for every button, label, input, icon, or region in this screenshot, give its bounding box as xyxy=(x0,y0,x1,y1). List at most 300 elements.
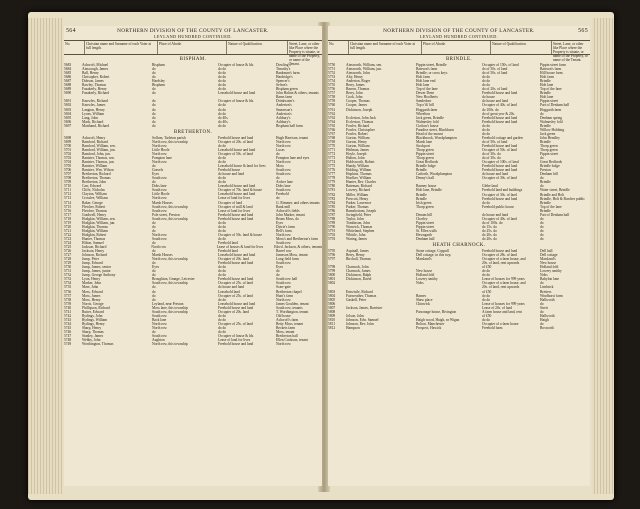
qualification: of £50 xyxy=(482,265,492,270)
voter-name: Ramsbottom, Joseph xyxy=(346,208,376,213)
place-of-abode: Back lane xyxy=(152,317,167,322)
place-of-abode: do xyxy=(152,115,156,120)
voter-name: Gaskell, Peter xyxy=(346,297,367,302)
property-location: do xyxy=(276,269,280,274)
voter-number: 5785 xyxy=(328,204,336,209)
qualification: do do xyxy=(218,103,227,108)
place-of-abode: Brindle xyxy=(416,192,427,197)
place-of-abode: North row, this township xyxy=(152,257,188,262)
property-location: Hill house farm xyxy=(540,71,563,76)
voter-list xyxy=(328,249,590,330)
property-location: John Halton & others, tenants xyxy=(276,91,319,96)
voter-number: 5769 xyxy=(328,139,336,144)
voter-number: 5733 xyxy=(64,277,72,282)
property-location: Brindle and Holt xyxy=(540,192,565,197)
voter-name: Dobson, James xyxy=(82,79,104,84)
place-of-abode: do xyxy=(152,261,156,266)
voter-number: 5774 xyxy=(328,160,336,165)
qualification: Occupier of 20s. of land xyxy=(218,139,253,144)
voter-number: 5739 xyxy=(64,301,72,306)
place-of-abode: Hewngarth xyxy=(416,232,432,237)
voter-name: Hoolker, William xyxy=(346,176,371,181)
place-of-abode: do xyxy=(152,71,156,76)
place-of-abode: Eyes xyxy=(152,265,159,270)
place-of-abode: Paradise street, Blackburn xyxy=(416,127,454,132)
place-of-abode: Marsh lane xyxy=(416,139,433,144)
qualification: do 20s. do xyxy=(482,237,497,242)
qualification: do of 30s. do xyxy=(482,156,501,161)
property-location: Top of the lane xyxy=(540,204,562,209)
place-of-abode: Marsh Houses xyxy=(152,253,173,258)
property-location: Hoggarth farm xyxy=(540,107,562,112)
property-location: Brindle xyxy=(540,200,551,205)
voter-name: Fowler, Robert xyxy=(346,131,368,136)
qualification: do house xyxy=(482,95,495,100)
voter-name: Clayton, William xyxy=(82,192,107,197)
qualification: Occupier of 25s. of land xyxy=(218,293,253,298)
right-page-header xyxy=(328,26,590,40)
voter-name: Bretherton, Thomas xyxy=(82,176,111,181)
property-location: do xyxy=(540,309,544,314)
place-of-abode: do xyxy=(152,269,156,274)
property-location: Brindle xyxy=(540,91,551,96)
qualification: Leasehold house and land xyxy=(218,192,256,197)
qualification: do house and land xyxy=(482,172,509,177)
voter-list xyxy=(64,63,322,128)
qualification: Leasehold house and land xyxy=(218,253,256,258)
voter-number: 5713 xyxy=(64,196,72,201)
property-location: Bateson's farm xyxy=(540,67,562,72)
property-location: John Hendley xyxy=(540,135,560,140)
place-of-abode: New house xyxy=(416,269,433,274)
voter-name: Lyons, William xyxy=(82,111,105,116)
qualification: Lease of houses for 999 years xyxy=(482,277,525,282)
property-location: Great Bedfords xyxy=(540,160,563,165)
voter-name: Gorton, William xyxy=(346,135,370,140)
place-of-abode: Pippin street xyxy=(416,152,435,157)
place-of-abode: South row xyxy=(152,188,167,193)
place-of-abode: Broughton, Grange, Leicester xyxy=(152,277,195,282)
property-location: Timothy's xyxy=(276,67,291,72)
voter-name: Banister, William xyxy=(82,164,108,169)
property-location: do xyxy=(540,281,544,286)
voter-number: 5810 xyxy=(328,317,336,322)
qualification: do do xyxy=(218,269,227,274)
voter-name: Banister, Wm. Wilson xyxy=(82,168,114,173)
qualification: do do xyxy=(218,79,227,84)
property-location: Hallworth xyxy=(540,313,555,318)
qualification: Occupier of 25s. of land xyxy=(218,281,253,286)
property-location: South row xyxy=(276,281,291,286)
voter-number: 5773 xyxy=(328,156,336,161)
place-of-abode: Little Hoole xyxy=(152,147,170,152)
place-of-abode: Thorp green xyxy=(416,147,434,152)
property-location: Scarr-gate xyxy=(276,285,291,290)
place-of-abode: Chinwick xyxy=(416,301,430,306)
voter-name: Lyon, Henry xyxy=(82,277,101,282)
property-location: Archer lane xyxy=(276,180,293,185)
voter-name: Ainsworth, William, jun. xyxy=(346,67,382,72)
voter-number: 5746 xyxy=(64,330,72,334)
property-location: Holland fold xyxy=(540,265,559,270)
property-location: Moss xyxy=(276,164,284,169)
place-of-abode: Bispham xyxy=(152,63,165,67)
voter-number: 5760 xyxy=(328,103,336,108)
qualification: do house and land xyxy=(482,99,509,104)
property-location: Bosworth xyxy=(540,325,554,330)
property-location: South row xyxy=(276,172,291,177)
qualification: Freehold house and land xyxy=(482,91,518,96)
voter-name: Fowler, Christopher xyxy=(346,127,375,132)
voter-number: 5707 xyxy=(64,172,72,177)
qualification: do do xyxy=(218,297,227,302)
right-page xyxy=(328,26,590,486)
place-of-abode: Head of the mount xyxy=(416,131,443,136)
place-of-abode: North row xyxy=(152,151,167,156)
voter-name: Miller, William xyxy=(346,192,369,197)
voter-name: Hoyle, Joseph xyxy=(346,152,367,157)
place-of-abode: Pippin street xyxy=(416,220,435,225)
place-of-abode: Thorp green xyxy=(416,204,434,209)
place-of-abode: do xyxy=(152,289,156,294)
voter-number: 5743 xyxy=(64,317,72,322)
qualification: Leasehold house & land for lives xyxy=(218,164,266,169)
voter-name: Hundy, William xyxy=(346,164,369,169)
voter-name: Alty, Henry xyxy=(346,75,363,80)
place-of-abode: Brindle lodge xyxy=(416,164,436,169)
voter-name: Ball, Henry xyxy=(82,71,99,76)
place-of-abode: St. Ellen walls xyxy=(416,228,437,233)
place-of-abode: do xyxy=(152,273,156,278)
property-location: Pompton lane and eyes xyxy=(276,155,310,160)
property-location: do xyxy=(540,220,544,225)
property-location: Moss, tenant xyxy=(276,330,295,334)
voter-name: Eccleston, Thomas xyxy=(346,119,374,124)
place-of-abode: do xyxy=(152,67,156,72)
voter-number: 5692 xyxy=(64,103,72,108)
qualification: Lease of houses & land for lives xyxy=(216,245,264,250)
property-location: Holt farm xyxy=(540,75,555,80)
property-location: Walmesley fold xyxy=(540,119,563,124)
qualification: do do xyxy=(218,273,227,278)
property-location: do xyxy=(540,301,544,306)
qualification: do do xyxy=(218,83,227,88)
place-of-abode: Catforth, Woodplumpton xyxy=(416,172,452,177)
place-of-abode: Banney house xyxy=(416,184,437,189)
col-header-place: Street, Lane, or other like Place where the Property is situate, or name of the Property, or name of the Tenant. xyxy=(553,42,588,62)
voter-name: Fowler, Richard xyxy=(346,123,370,128)
voter-number: 5754 xyxy=(328,79,336,84)
voter-number: 5784 xyxy=(328,200,336,205)
place-of-abode: do xyxy=(152,240,156,245)
qualification: do do xyxy=(218,228,227,233)
voter-name: Jump, Edward xyxy=(82,261,103,266)
voter-name: Anderton, Roger xyxy=(346,79,371,84)
place-of-abode: do xyxy=(152,119,156,124)
qualification: Occupier of 50s. land & house xyxy=(218,232,262,237)
place-of-abode: Hardsley xyxy=(152,79,165,84)
property-location: Old house xyxy=(276,313,291,318)
voter-number: 5727 xyxy=(64,253,72,258)
place-of-abode: Top of the lane xyxy=(416,87,438,92)
place-of-abode: do xyxy=(152,180,156,185)
voter-name: Banister, Thomas, jun. xyxy=(82,160,115,165)
place-of-abode: Brindle xyxy=(416,196,427,201)
place-of-abode: Denham hall xyxy=(416,237,435,242)
place-of-abode: Irish green xyxy=(416,200,432,205)
voter-number: 5740 xyxy=(64,305,72,310)
voter-name: Birchall, Thomas xyxy=(346,257,371,262)
voter-number: 5722 xyxy=(64,232,72,237)
place-of-abode: Parsonage house, Rivington xyxy=(416,309,457,314)
voter-number: 5797 xyxy=(328,257,336,262)
voter-number: 5775 xyxy=(328,164,336,169)
voter-name: Prescott, Henry xyxy=(346,196,369,201)
voter-number: 5786 xyxy=(328,208,336,213)
qualification: do do xyxy=(482,317,491,322)
voter-name: Bateman, Richard xyxy=(346,184,372,189)
col-header-name: Christian name and Surname of each Voter at full length. xyxy=(349,41,422,54)
qualification: Occupier of 30s. of land xyxy=(482,176,517,181)
place-of-abode: Pompton lane xyxy=(152,155,172,160)
voter-number: 5702 xyxy=(64,151,72,156)
voter-name: Bamford, Richard xyxy=(82,139,108,144)
voter-number: 5693 xyxy=(64,107,72,112)
place-of-abode: Brindle xyxy=(416,168,427,173)
place-of-abode: do xyxy=(152,103,156,108)
voter-name: Dickinson, Ralph xyxy=(346,273,372,278)
property-location: Thorp green xyxy=(540,147,558,152)
property-location: do xyxy=(540,232,544,237)
voter-number: 5788 xyxy=(328,216,336,221)
property-location: Edwd. Jackson, & others, tenants xyxy=(274,245,322,250)
voter-number: 5767 xyxy=(328,131,336,136)
place-of-abode: South row xyxy=(152,236,167,241)
property-location: Pippin street farm xyxy=(540,63,566,67)
property-location: Lowery smithy xyxy=(540,269,562,274)
voter-number: 5791 xyxy=(328,228,336,233)
voter-name: Taylor, John xyxy=(346,216,364,221)
qualification: Leasehold land xyxy=(218,289,240,294)
voter-number: 5745 xyxy=(64,325,72,330)
place-of-abode: Pole street, Preston xyxy=(152,212,180,217)
property-location: Nobs xyxy=(540,273,548,278)
voter-number: 5696 xyxy=(64,119,72,124)
qualification: Occupier of mill & land xyxy=(218,204,253,209)
col-header-place: Street, Lane, or other like Place where the Property is situate, or name of the Property, or name of the Tenant. xyxy=(289,42,320,66)
property-location: North row xyxy=(276,232,291,237)
voter-number: 5711 xyxy=(64,188,72,193)
col-header-qualification: Nature of Qualification. xyxy=(491,41,552,54)
place-of-abode: do xyxy=(152,75,156,80)
property-location: Long field farm xyxy=(276,257,299,262)
voter-number: 5689 xyxy=(64,87,72,92)
voter-name: Berry, John xyxy=(346,91,363,96)
voter-name: Rawley, Thomas xyxy=(82,83,107,88)
place-of-abode: Sandedoor xyxy=(416,99,432,104)
voter-name: Hodgkin, Thomas xyxy=(82,224,108,229)
voter-name: Jackson, James, Barrister xyxy=(346,305,383,310)
voter-number: 5763 xyxy=(328,115,336,120)
voter-number: 5700 xyxy=(64,143,72,148)
voter-number: 5807 xyxy=(328,305,336,310)
qualification: Lease of land for lives xyxy=(218,208,251,213)
qualification: Freehold house and land xyxy=(482,164,518,169)
voter-number: 5735 xyxy=(64,285,72,290)
property-location: Eyes xyxy=(276,265,283,270)
township-heading: BRETHERTON. xyxy=(173,129,213,135)
voter-number: 5778 xyxy=(328,176,336,181)
voter-number: 5715 xyxy=(64,204,72,209)
property-location: do xyxy=(540,184,544,189)
qualification: do do xyxy=(218,330,227,334)
property-location: North row xyxy=(276,143,291,148)
qualification: Occupier of a farm house, and xyxy=(482,281,526,286)
voter-number: 5717 xyxy=(64,212,72,217)
property-location: Dobs lane xyxy=(276,184,291,189)
qualification: Freehold house and land xyxy=(482,249,518,254)
place-of-abode: Hoggarth farm xyxy=(416,107,438,112)
qualification: do of 50s. of land xyxy=(482,139,508,144)
voter-name: Ainscough, James xyxy=(82,67,109,72)
place-of-abode: North row xyxy=(152,232,167,237)
place-of-abode: Aughton xyxy=(152,338,165,343)
place-of-abode: Denam hill xyxy=(416,212,433,217)
place-of-abode: North row xyxy=(152,143,167,148)
qualification: do do xyxy=(218,143,227,148)
property-location: Barrel row xyxy=(276,249,292,254)
page-edges-left xyxy=(28,18,62,494)
property-location: Drinkwater's xyxy=(276,99,295,104)
voter-number: 5704 xyxy=(64,160,72,165)
qualification: do of great yew & 20s. xyxy=(482,111,515,116)
voter-name: Berry, James xyxy=(346,83,365,88)
voter-number: 5736 xyxy=(64,289,72,294)
voter-row xyxy=(64,124,322,128)
voter-number: 5683 xyxy=(64,63,72,67)
voter-name: Cooper, James xyxy=(346,103,368,108)
voter-name: Fairweather, Thomas xyxy=(346,293,377,298)
voter-name: Dickinson, Joseph xyxy=(346,107,373,112)
place-of-abode: do xyxy=(152,297,156,302)
place-of-abode: Prospect, Hawick xyxy=(416,325,442,330)
property-location: Eyes xyxy=(276,220,283,225)
qualification: do 25s. do xyxy=(482,228,497,233)
place-of-abode: do xyxy=(152,107,156,112)
place-of-abode: do xyxy=(152,99,156,104)
qualification: Lease of 20s. of land xyxy=(482,305,513,310)
voter-row xyxy=(328,326,590,330)
voter-name: Mack, Richard xyxy=(82,119,104,124)
voter-number: 5789 xyxy=(328,220,336,225)
qualification: Freehold house and land xyxy=(482,143,518,148)
voter-number: 5780 xyxy=(328,184,336,189)
voter-row xyxy=(328,237,590,241)
voter-number: 5747 xyxy=(64,334,72,339)
voter-number: 5803 xyxy=(328,289,336,294)
voter-name: Bamford, William, jun. xyxy=(82,147,116,152)
voter-number: 5772 xyxy=(328,152,336,157)
property-location: Hunt's farm xyxy=(276,293,293,298)
voter-number: 5811 xyxy=(328,321,336,326)
property-location: do xyxy=(540,237,544,242)
voter-number: 5750 xyxy=(328,63,336,67)
qualification: Occupier of house & lds. xyxy=(218,334,255,339)
qualification: Occupier of 20s. land xyxy=(218,257,249,262)
qualification: of £50 xyxy=(482,313,492,318)
property-location: North row xyxy=(276,297,291,302)
voter-name: Phillipson, Richard xyxy=(82,305,110,310)
voter-name: Cook, John xyxy=(346,95,363,100)
voter-number: 5716 xyxy=(64,208,72,213)
voter-name: Fletcher, Thomas xyxy=(82,208,107,213)
voter-number: 5758 xyxy=(328,95,336,100)
place-of-abode: do xyxy=(152,91,156,96)
voter-number: 5729 xyxy=(64,261,72,266)
property-location: South row hall xyxy=(276,277,298,282)
voter-number: 5801 xyxy=(328,277,336,282)
voter-number: 5723 xyxy=(64,236,72,241)
voter-name: Eccleston, John Jack xyxy=(346,115,376,120)
voter-number: 5721 xyxy=(64,228,72,233)
voter-name: Jolson, John xyxy=(346,313,364,318)
page-number: 564 xyxy=(66,28,76,34)
voter-name: Marthand, Richard xyxy=(82,123,110,128)
property-location: Thorp green xyxy=(540,143,558,148)
qualification: Freehold house and land xyxy=(218,261,254,266)
voter-number: 5800 xyxy=(328,273,336,278)
voter-number: 5731 xyxy=(64,269,72,274)
property-location: Bispham green xyxy=(276,87,298,92)
voter-name: Lang, John xyxy=(82,115,98,120)
voter-name: Waring, James xyxy=(346,237,368,242)
qualification: Lease of land for lives xyxy=(218,196,251,201)
voter-number: 5765 xyxy=(328,123,336,128)
col-header-qualification: Nature of Qualification. xyxy=(227,41,288,54)
voter-list xyxy=(64,136,322,346)
voter-number: 5809 xyxy=(328,313,336,318)
voter-name: Jump, James, senior xyxy=(82,265,111,270)
qualification: do do xyxy=(482,79,491,84)
township-heading: BISPHAM. xyxy=(179,57,207,62)
place-of-abode: Dewer Dene xyxy=(416,91,435,96)
property-location: South row, tenants xyxy=(276,305,303,310)
qualification: do of 50s. of land xyxy=(482,71,508,76)
place-of-abode: Dell cottage, in this twp. xyxy=(416,253,452,258)
qualification: do do xyxy=(218,220,227,225)
voter-name: Knowles, James xyxy=(82,103,106,108)
voter-number: 5766 xyxy=(328,127,336,132)
property-location: South row xyxy=(276,168,291,173)
voter-name: Marker, John xyxy=(82,281,102,286)
voter-number: 5808 xyxy=(328,309,336,314)
place-of-abode: Marsh Houses xyxy=(152,200,173,205)
property-location: Dell hall xyxy=(540,249,553,254)
qualification: do do xyxy=(218,176,227,181)
property-location: Preston xyxy=(540,168,551,173)
qualification: Freehold house and land xyxy=(482,119,518,124)
place-of-abode: Wheelton xyxy=(416,111,430,116)
property-location: Brindle xyxy=(540,180,551,185)
qualification: do do xyxy=(482,293,491,298)
place-of-abode: Bateson's farm xyxy=(416,67,438,72)
property-location: Smearson's xyxy=(276,107,293,112)
qualification: Freehold house and land xyxy=(218,212,254,217)
qualification: do do xyxy=(218,160,227,165)
place-of-abode: Bispham xyxy=(152,83,165,88)
voter-list xyxy=(328,63,590,241)
place-of-abode: Stockport xyxy=(416,143,430,148)
